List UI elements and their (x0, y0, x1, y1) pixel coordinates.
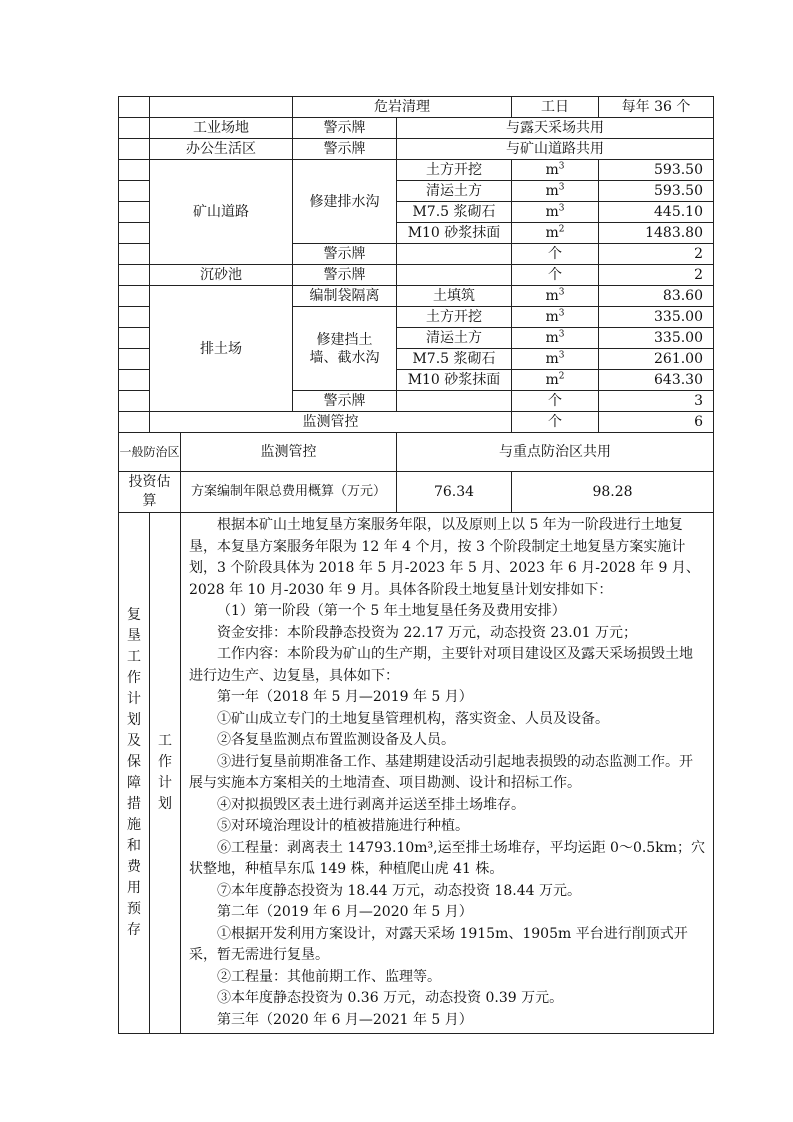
paragraph: ⑦本年度静态投资为 18.44 万元，动态投资 18.44 万元。 (217, 882, 581, 899)
label-char: 工 (127, 649, 141, 665)
cell-unit: $m^2$ (512, 223, 599, 244)
cell-item: 警示牌 (293, 244, 397, 265)
cell-zone-label: 一般防治区 (119, 433, 181, 472)
cell-work-label (150, 513, 181, 1034)
cell-qty: 593.50 (599, 160, 714, 181)
cell-task: 清运土方 (397, 181, 512, 202)
cell-item: 警示牌 (293, 265, 397, 286)
cell-area: 工业场地 (150, 118, 293, 139)
cell-invest-dynamic: 98.28 (512, 472, 714, 513)
cell-note: 与重点防治区共用 (397, 433, 714, 472)
cell-unit: $m^3$ (512, 202, 599, 223)
cell-invest-desc: 方案编制年限总费用概算（万元） (181, 472, 397, 513)
cell-area: 排土场 (150, 286, 293, 412)
cell-task: 土方开挖 (397, 160, 512, 181)
paragraph: ④对拟损毁区表土进行剥离并运送至排土场堆存。 (217, 796, 525, 813)
cell-section-label (119, 513, 150, 1034)
paragraph: ③进行复垦前期准备工作、基建期建设活动引起地表损毁的动态监测工作。开展与实施本方案相关的土地清查、项目勘测、设计和招标工作。 (189, 753, 693, 791)
cell-qty: 3 (599, 391, 714, 412)
label-char: 措 (127, 796, 141, 812)
cell-note: 与露天采场共用 (397, 118, 714, 139)
table-row (119, 265, 714, 286)
label-char: 和 (127, 838, 141, 854)
cell-measure: 修建挡土墙、截水沟 (293, 307, 397, 391)
cell-note: 与矿山道路共用 (397, 139, 714, 160)
cell-invest-label: 投资估算 (119, 472, 181, 513)
table-row (119, 513, 714, 1034)
cell-area: 矿山道路 (150, 160, 293, 265)
cell-item: 监测管控 (181, 433, 397, 472)
table-row (119, 97, 714, 118)
cell-unit: $m^3$ (512, 160, 599, 181)
label-char: 作 (158, 754, 172, 770)
label-char: 垦 (127, 628, 141, 644)
cell-item: 监测管控 (150, 412, 512, 433)
cell-qty: 593.50 (599, 181, 714, 202)
table-row (119, 433, 714, 472)
cell-unit: $m^3$ (512, 286, 599, 307)
label-char: 工 (158, 733, 172, 749)
table-row (119, 118, 714, 139)
paragraph: 根据本矿山土地复垦方案服务年限，以及原则上以 5 年为一阶段进行土地复垦，本复垦方案服务年限为 12 年 4 个月，按 3 个阶段制定土地复垦方案实施计划，3 个阶段具体为 2018 年 5 月-2023 年 5 月、2023 年 6 月-2028 年 9 月、2028 年 10 月-2030 年 9 月。具体各阶段土地复垦计划安排如下： (189, 517, 700, 598)
cell-item: 警示牌 (293, 139, 397, 160)
label-char: 预 (127, 901, 141, 917)
cell-unit: $m^3$ (512, 181, 599, 202)
cell-task: 土方开挖 (397, 307, 512, 328)
table-row (119, 286, 714, 307)
cell-unit: 个 (512, 265, 599, 286)
paragraph: ③本年度静态投资为 0.36 万元，动态投资 0.39 万元。 (217, 990, 564, 1006)
label-char: 复 (127, 607, 141, 623)
cell-task: M10 砂浆抹面 (397, 370, 512, 391)
table-row (119, 139, 714, 160)
cell-qty: 261.00 (599, 349, 714, 370)
paragraph: ⑥工程量：剥离表土 14793.10m³,运至排土场堆存，平均运距 0～0.5km；穴状整地，种植旱东瓜 149 株，种植爬山虎 41 株。 (189, 839, 705, 877)
cell-qty: 335.00 (599, 328, 714, 349)
cell-unit: 工日 (512, 97, 599, 118)
cell-measure: 编制袋隔离 (293, 286, 397, 307)
cell-invest-static: 76.34 (397, 472, 512, 513)
paragraph: ①根据开发利用方案设计，对露天采场 1915m、1905m 平台进行削顶式开采，暂无需进行复垦。 (189, 925, 688, 963)
paragraph: ①矿山成立专门的土地复垦管理机构，落实资金、人员及设备。 (217, 710, 609, 727)
cell-qty: 83.60 (599, 286, 714, 307)
cell-task: M7.5 浆砌石 (397, 349, 512, 370)
cell-measure: 修建排水沟 (293, 160, 397, 244)
label-char: 划 (158, 796, 172, 812)
plan-text (181, 513, 714, 1034)
cell-qty: 每年 36 个 (599, 97, 714, 118)
cell-qty: 335.00 (599, 307, 714, 328)
cell-unit: 个 (512, 244, 599, 265)
cell-item: 警示牌 (293, 118, 397, 139)
table-row (119, 412, 714, 433)
work-label-vertical (150, 731, 180, 815)
label-char: 保 (127, 754, 141, 770)
table-row (119, 160, 714, 181)
cell-unit: 个 (512, 391, 599, 412)
label-char: 费 (127, 859, 141, 875)
paragraph: 第二年（2019 年 6 月—2020 年 5 月） (217, 904, 473, 920)
table-row (119, 472, 714, 513)
label-char: 作 (127, 670, 141, 686)
cell-qty: 1483.80 (599, 223, 714, 244)
cell-qty: 6 (599, 412, 714, 433)
label-char: 施 (127, 817, 141, 833)
label-char: 障 (127, 775, 141, 791)
cell-task: 清运土方 (397, 328, 512, 349)
reclamation-table (118, 96, 714, 1034)
cell-unit: $m^2$ (512, 370, 599, 391)
label-char: 用 (127, 880, 141, 896)
cell-unit: $m^3$ (512, 328, 599, 349)
paragraph: ②各复垦监测点布置监测设备及人员。 (217, 732, 455, 748)
paragraph: ⑤对环境治理设计的植被措施进行种植。 (217, 818, 469, 834)
cell-item: 危岩清理 (293, 97, 512, 118)
cell-qty: 2 (599, 265, 714, 286)
paragraph: 第三年（2020 年 6 月—2021 年 5 月） (217, 1011, 473, 1028)
cell-unit: 个 (512, 412, 599, 433)
section-label-vertical (119, 605, 149, 941)
cell-area: 办公生活区 (150, 139, 293, 160)
cell-qty: 2 (599, 244, 714, 265)
cell-qty: 643.30 (599, 370, 714, 391)
paragraph: ②工程量：其他前期工作、监理等。 (217, 968, 441, 985)
label-char: 计 (158, 775, 172, 791)
cell-task: M7.5 浆砌石 (397, 202, 512, 223)
label-char: 划 (127, 712, 141, 728)
label-char: 存 (127, 922, 141, 938)
paragraph: （1）第一阶段（第一个 5 年土地复垦任务及费用安排） (217, 603, 566, 619)
cell-task: M10 砂浆抹面 (397, 223, 512, 244)
cell-item: 警示牌 (293, 391, 397, 412)
label-char: 及 (127, 733, 141, 749)
cell-qty: 445.10 (599, 202, 714, 223)
cell-unit: $m^3$ (512, 307, 599, 328)
cell-area: 沉砂池 (150, 265, 293, 286)
paragraph: 工作内容：本阶段为矿山的生产期，主要针对项目建设区及露天采场损毁土地进行边生产、边复垦，具体如下： (189, 646, 693, 684)
cell-unit: $m^3$ (512, 349, 599, 370)
label-char: 计 (127, 691, 141, 707)
paragraph: 第一年（2018 年 5 月—2019 年 5 月） (217, 689, 473, 705)
paragraph: 资金安排：本阶段静态投资为 22.17 万元，动态投资 23.01 万元； (217, 624, 637, 641)
cell-task: 土填筑 (397, 286, 512, 307)
